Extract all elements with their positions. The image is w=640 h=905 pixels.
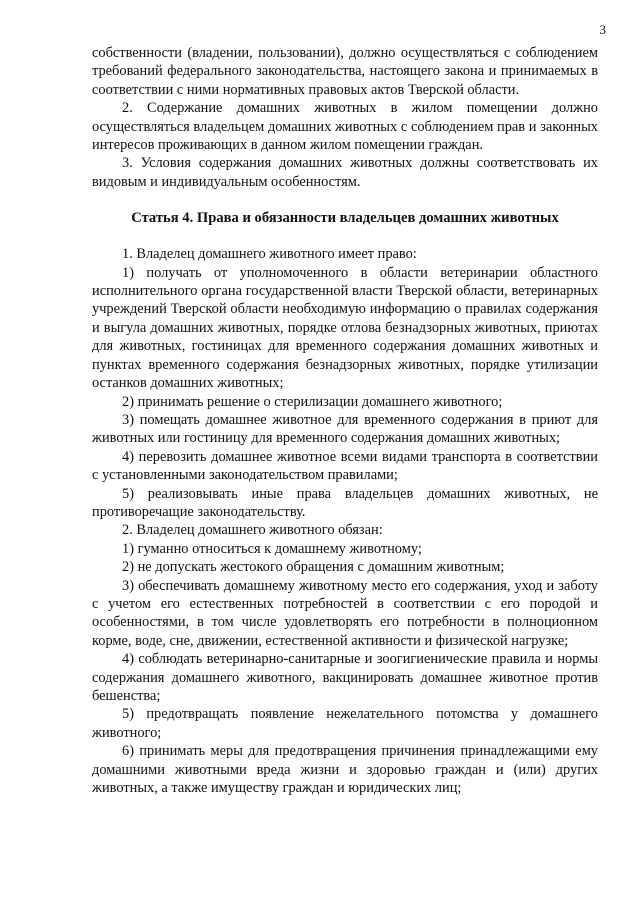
right-item-4: 4) перевозить домашнее животное всеми видами транспорта в соответствии с установленными законодательством правилами; (92, 448, 598, 484)
article-heading: Статья 4. Права и обязанности владельцев домашних животных (131, 210, 559, 227)
duty-item-2: 2) не допускать жестокого обращения с домашним животным; (122, 559, 505, 576)
right-item-3: 3) помещать домашнее животное для временного содержания в приют для животных или гостиницу для временного содержания домашних животных; (92, 411, 598, 447)
document-body (92, 44, 598, 797)
rights-intro: 1. Владелец домашнего животного имеет право: (122, 246, 417, 263)
right-item-2: 2) принимать решение о стерилизации домашнего животного; (122, 393, 503, 410)
duty-item-6: 6) принимать меры для предотвращения причинения принадлежащими ему домашними животными вреда жизни и здоровью граждан и (или) других животных, а также имуществу граждан и юридических лиц; (92, 743, 598, 797)
paragraph-item-3: 3. Условия содержания домашних животных должны соответствовать их видовым и индивидуальным особенностям. (92, 155, 598, 190)
duties-intro: 2. Владелец домашнего животного обязан: (122, 522, 383, 539)
duty-item-5: 5) предотвращать появление нежелательного потомства у домашнего животного; (92, 706, 598, 741)
duty-item-1: 1) гуманно относиться к домашнему животному; (122, 540, 422, 557)
duty-item-3: 3) обеспечивать домашнему животному место его содержания, уход и заботу с учетом его естественных потребностей в соответствии с его породой и особенностями, в том числе удовлетворять его потребности в полноционном корме, воде, сне, движении, естественной активности и физической нагрузке; (92, 577, 598, 649)
paragraph-item-2: 2. Содержание домашних животных в жилом помещении должно осуществляться владельцем домашних животных с соблюдением прав и законных интересов проживающих в данном жилом помещении граждан. (92, 100, 598, 154)
duty-item-4: 4) соблюдать ветеринарно-санитарные и зоогигиенические правила и нормы содержания домашнего животного, вакцинировать домашнее животное против бешенства; (92, 651, 598, 704)
right-item-1: 1) получать от уполномоченного в области ветеринарии областного исполнительного органа государственной власти Тверской области, ветеринарных учреждений Тверской области необходимую информацию о правилах содержания и выгула домашних животных, порядке отлова безнадзорных животных, приютах для животных, гостиницах для временного содержания домашних животных и пунктах временного содержания безнадзорных животных, порядке утилизации останков домашних животных; (92, 264, 598, 392)
page-number: 3 (599, 22, 606, 37)
right-item-5: 5) реализовывать иные права владельцев домашних животных, не противоречащие законодательству. (92, 485, 598, 520)
paragraph-continuation: собственности (владении, пользовании), должно осуществляться с соблюдением требований федерального законодательства, настоящего закона и принимаемых в соответствии с ними нормативных правовых актов Тверской области. (92, 45, 598, 98)
